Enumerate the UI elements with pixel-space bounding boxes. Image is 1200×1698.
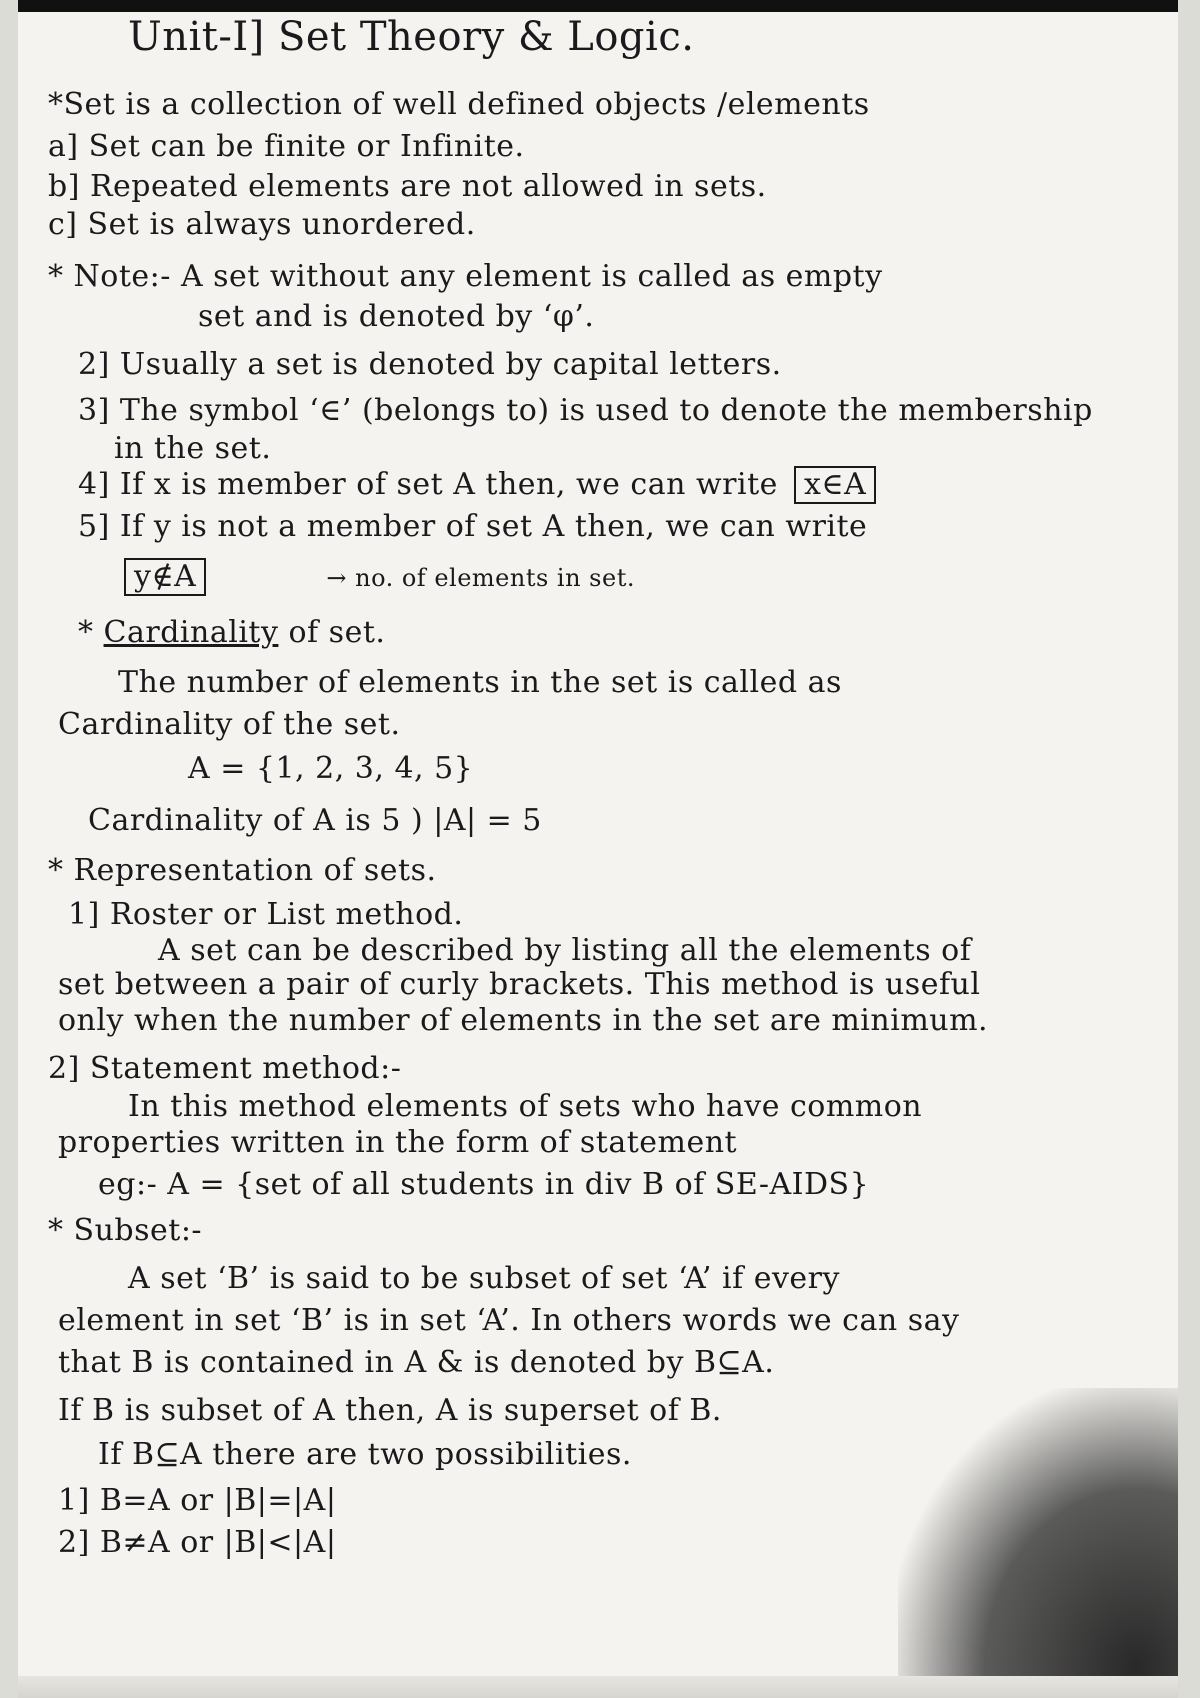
note-text: 4] If x is member of set A then, we can write <box>78 467 778 502</box>
note-line: * Subset:- <box>48 1213 203 1248</box>
photo-shadow <box>898 1388 1178 1698</box>
page-top-edge <box>18 0 1178 12</box>
note-line: Cardinality of the set. <box>58 707 401 742</box>
note-line: A set can be described by listing all the elements of <box>158 933 972 968</box>
note-line: 2] Usually a set is denoted by capital letters. <box>78 347 782 382</box>
star-bullet: * <box>78 615 94 650</box>
note-line: element in set ‘B’ is in set ‘A’. In others words we can say <box>58 1303 960 1338</box>
note-line: c] Set is always unordered. <box>48 207 476 242</box>
note-line <box>78 466 876 504</box>
note-line: 5] If y is not a member of set A then, we can write <box>78 509 868 544</box>
note-line: A set ‘B’ is said to be subset of set ‘A’ if every <box>128 1261 840 1296</box>
note-line: only when the number of elements in the set are minimum. <box>58 1003 989 1038</box>
note-line: 1] B=A or |B|=|A| <box>58 1483 337 1518</box>
note-line: a] Set can be finite or Infinite. <box>48 129 525 164</box>
note-line: b] Repeated elements are not allowed in sets. <box>48 169 767 204</box>
note-line: If B⊆A there are two possibilities. <box>98 1437 632 1472</box>
note-line: In this method elements of sets who have common <box>128 1089 923 1124</box>
note-line: *Set is a collection of well defined objects /elements <box>48 87 870 122</box>
note-line: A = {1, 2, 3, 4, 5} <box>188 751 474 786</box>
note-line: * Representation of sets. <box>48 853 437 888</box>
boxed-expression: y∉A <box>124 558 206 596</box>
note-line: If B is subset of A then, A is superset of B. <box>58 1393 722 1428</box>
boxed-expression: x∈A <box>794 466 876 504</box>
note-line: in the set. <box>114 431 272 466</box>
note-line: that B is contained in A & is denoted by B⊆A. <box>58 1345 775 1380</box>
page-title: Unit-I] Set Theory & Logic. <box>128 14 695 60</box>
page-bottom-edge <box>18 1676 1178 1698</box>
note-line: 2] B≠A or |B|<|A| <box>58 1525 337 1560</box>
note-line: * Note:- A set without any element is called as empty <box>48 259 883 294</box>
notebook-page <box>18 0 1178 1698</box>
side-note: → no. of elements in set. <box>326 564 635 592</box>
note-line: 2] Statement method:- <box>48 1051 402 1086</box>
note-text: of set. <box>288 615 386 650</box>
term-heading: Cardinality <box>103 615 279 650</box>
note-line: 3] The symbol ‘∈’ (belongs to) is used to denote the membership <box>78 393 1093 428</box>
note-line: The number of elements in the set is called as <box>118 665 842 700</box>
note-line: set and is denoted by ‘φ’. <box>198 299 595 334</box>
note-line: set between a pair of curly brackets. This method is useful <box>58 967 981 1002</box>
note-line: Cardinality of A is 5 ) |A| = 5 <box>88 803 542 838</box>
note-line: properties written in the form of statement <box>58 1125 738 1160</box>
note-line <box>78 614 385 652</box>
note-line <box>118 558 635 597</box>
note-line: eg:- A = {set of all students in div B of SE-AIDS} <box>98 1167 870 1202</box>
note-line: 1] Roster or List method. <box>68 897 464 932</box>
